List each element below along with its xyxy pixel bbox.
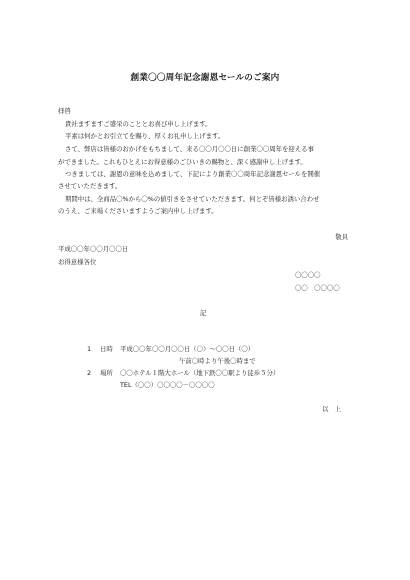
item1-number: 1: [87, 345, 92, 353]
item2-tel: TEL（〇〇）〇〇〇〇－〇〇〇〇: [120, 381, 215, 389]
document-title: 創業〇〇周年記念謝恩セールのご案内: [130, 73, 280, 83]
addressee: お得意様各位: [58, 258, 97, 266]
item1-value-time: 午前〇時より午後〇時まで: [179, 357, 256, 365]
sender-title: 〇〇 〇〇〇〇: [295, 284, 340, 292]
item2-value: 〇〇ホテル１階大ホール（地下鉄〇〇駅より徒歩５分）: [120, 369, 280, 377]
body-line-5: つきましては、謝恩の意味を込めまして、下記により創業〇〇周年記念謝恩セールを開催: [65, 170, 321, 178]
item2-number: 2: [87, 369, 92, 377]
salutation: 拝啓: [58, 107, 71, 115]
body-line-1: 貴社ますますご盛栄のこととお喜び申し上げます。: [65, 120, 212, 128]
body-line-2: 平素は何かとお引立てを賜り、厚くお礼申し上げます。: [65, 132, 225, 140]
body-line-4: ができました。これもひとえにお得意様のごひいきの賜物と、深く感謝申し上げます。: [58, 158, 307, 166]
closing-keigu: 敬具: [335, 233, 348, 241]
item1-value: 平成〇〇年〇〇月〇〇日（〇）〜〇〇日（〇）: [120, 345, 255, 353]
body-line-6: させていただきます。: [58, 182, 122, 190]
sender-name: 〇〇〇〇: [295, 271, 321, 279]
item1-label: 日時: [100, 345, 113, 353]
body-line-3: さて、弊店は皆様のおかげをもちまして、来る〇〇月〇〇日に創業〇〇周年を迎える事: [65, 145, 314, 153]
ijo-closing: 以 上: [322, 405, 342, 413]
body-line-7: 期間中は、全商品〇%から〇%の値引きをさせていただきます。何とぞ皆様お誘い合わせ: [65, 195, 320, 203]
item2-label: 場所: [100, 369, 113, 377]
body-line-8: のうえ、ご来場くださいますようご案内申し上げます。: [58, 207, 218, 215]
document-date: 平成〇〇年〇〇月〇〇日: [58, 245, 129, 253]
ki-heading: 記: [200, 309, 207, 317]
